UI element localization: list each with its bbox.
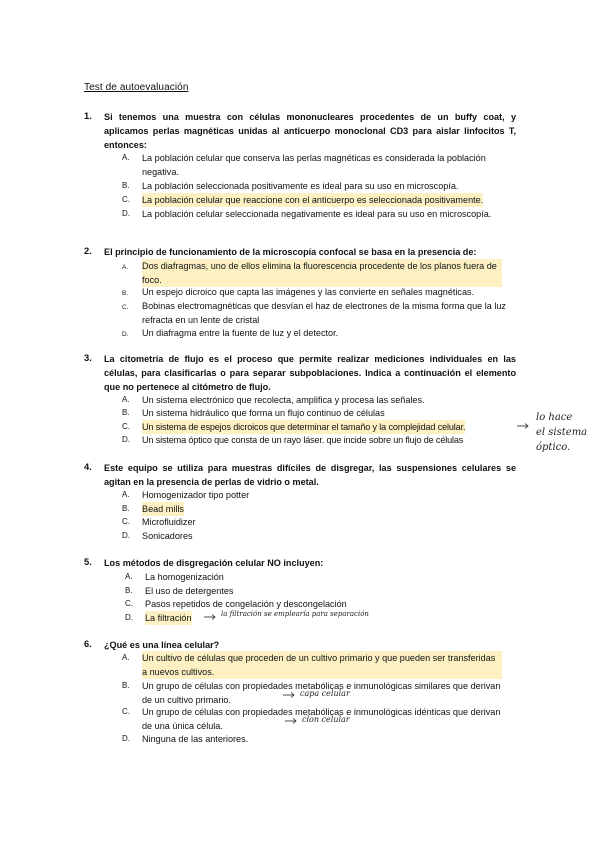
arrow-icon	[285, 717, 299, 725]
question-number: 1.	[84, 110, 92, 121]
question-text: ¿Qué es una línea celular?	[104, 640, 220, 650]
handwritten-note: lo hace el sistema óptico.	[536, 412, 588, 453]
question-number: 4.	[84, 461, 92, 472]
arrow-icon	[204, 613, 218, 621]
arrow-icon	[283, 691, 297, 699]
handwritten-note: capa celular	[300, 689, 350, 698]
handwritten-note: la filtración se emplearía para separación	[221, 610, 369, 618]
question-text: El principio de funcionamiento de la microscopía confocal se basa en la presencia de:	[104, 247, 477, 257]
arrow-icon	[517, 422, 531, 430]
question-text: Este equipo se utiliza para muestras difíciles de disgregar, las suspensiones celulares se agitan en la presencia de perlas de vidrio o metal.	[104, 463, 516, 488]
question-number: 3.	[84, 352, 92, 363]
question-number: 5.	[84, 556, 92, 567]
question-number: 2.	[84, 245, 92, 256]
question-text: Los métodos de disgregación celular NO incluyen:	[104, 558, 324, 568]
question-number: 6.	[84, 638, 92, 649]
page-title: Test de autoevaluación	[84, 82, 189, 93]
handwritten-note: clon celular	[302, 715, 350, 724]
question-text: Si tenemos una muestra con células mononucleares procedentes de un buffy coat, y aplicamos perlas magnéticas unidas al anticuerpo monoclonal CD3 para aislar linfocitos T, entonces:	[104, 112, 516, 151]
question-text: La citometría de flujo es el proceso que permite realizar mediciones individuales en las células, para clasificarlas o para separar subpoblaciones. Indica a continuación el elemento que no pertenece al citómetro de flujo.	[104, 354, 516, 393]
